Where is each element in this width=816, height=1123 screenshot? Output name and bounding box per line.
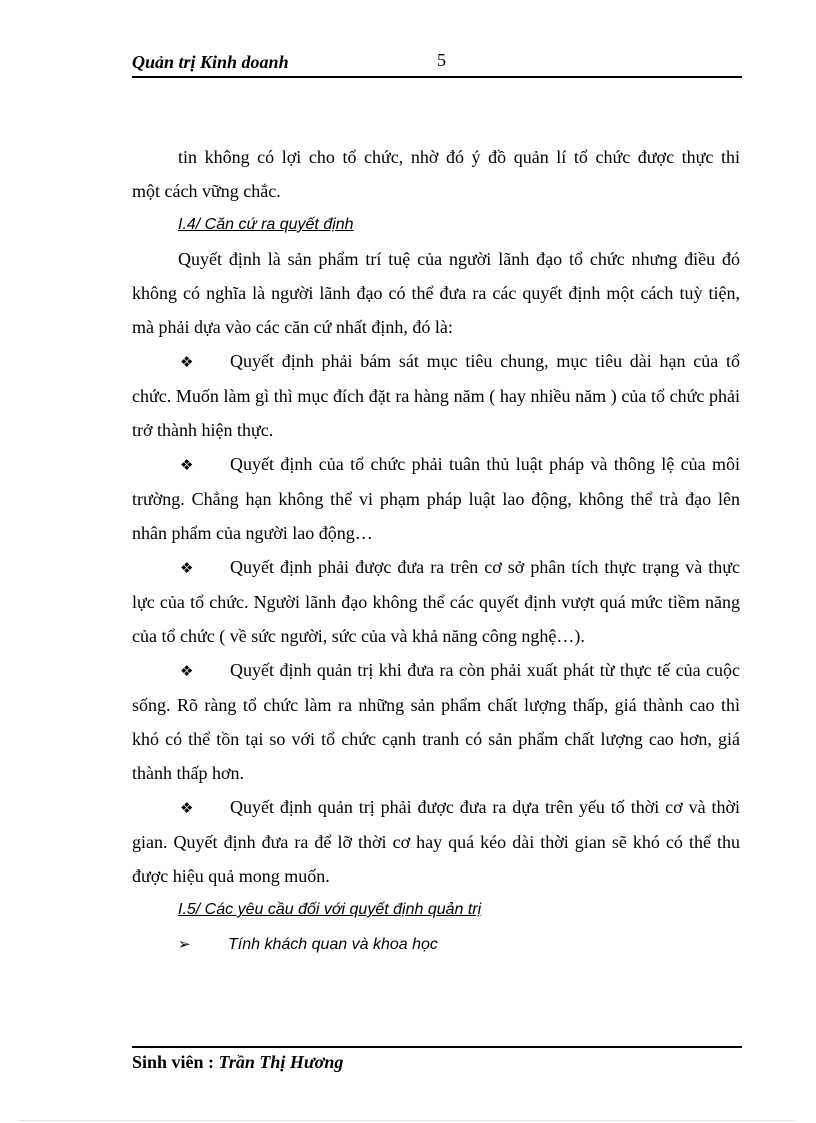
page-number: 5 [437,50,446,70]
diamond-bullet-icon: ❖ [180,799,194,817]
diamond-bullet-icon: ❖ [180,456,194,474]
sub-item [132,927,740,962]
sub-item-text: Tính khách quan và khoa học [228,936,438,953]
bullet-text: Quyết định quản trị khi đưa ra còn phải xuất phát từ thực tế của cuộc sống. Rõ ràng tổ chức làm ra những sản phẩm chất lượng thấp, giá thành cao thì khó có thể tồn tại so với tổ chức cạnh tranh có sản phẩm chất lượng cao hơn, giá thành thấp hơn. [132,660,740,783]
section-heading-1-4: I.4/ Căn cứ ra quyết định [178,216,354,233]
footer-label: Sinh viên : [132,1052,219,1072]
page-edge-divider [20,1120,796,1121]
bullet-item [132,790,740,893]
intro-line-1: tin không có lợi cho tổ chức, nhờ đó ý đồ quản lí tổ chức được thực thi [178,147,740,167]
header-title: Quản trị Kinh doanh [132,52,289,72]
bullet-item [132,344,740,447]
diamond-bullet-icon: ❖ [180,662,194,680]
diamond-bullet-icon: ❖ [180,353,194,371]
page-content [132,140,740,962]
page-header [132,50,742,78]
arrow-bullet-icon: ➢ [178,935,191,953]
intro-line-2: một cách vững chắc. [132,181,281,201]
section-heading-1-5: I.5/ Các yêu cầu đối với quyết định quản trị [178,901,482,918]
bullet-item [132,550,740,653]
bullet-text: Quyết định phải được đưa ra trên cơ sở phân tích thực trạng và thực lực của tổ chức. Người lãnh đạo không thể các quyết định vượt quá mức tiềm năng của tổ chức ( về sức người, sức của và khả năng công nghệ…). [132,557,740,646]
bullet-text: Quyết định phải bám sát mục tiêu chung, mục tiêu dài hạn của tổ chức. Muốn làm gì thì mục đích đặt ra hàng năm ( hay nhiều năm ) của tổ chức phải trở thành hiện thực. [132,351,740,440]
bullet-text: Quyết định quản trị phải được đưa ra dựa trên yếu tố thời cơ và thời gian. Quyết định đưa ra để lỡ thời cơ hay quá kéo dài thời gian sẽ khó có thể thu được hiệu quả mong muốn. [132,797,740,886]
bullet-text: Quyết định của tổ chức phải tuân thủ luật pháp và thông lệ của môi trường. Chẳng hạn không thể vi phạm pháp luật lao động, không thể trà đạo lên nhân phẩm của người lao động… [132,454,740,543]
bullet-item [132,447,740,550]
diamond-bullet-icon: ❖ [180,559,194,577]
bullet-item [132,653,740,790]
student-name: Trần Thị Hương [218,1052,344,1072]
page-footer [132,1046,742,1073]
section-1-4-paragraph: Quyết định là sản phẩm trí tuệ của người lãnh đạo tổ chức nhưng điều đó không có nghĩa là người lãnh đạo có thể đưa ra các quyết định một cách tuỳ tiện, mà phải dựa vào các căn cứ nhất định, đó là: [132,249,740,337]
